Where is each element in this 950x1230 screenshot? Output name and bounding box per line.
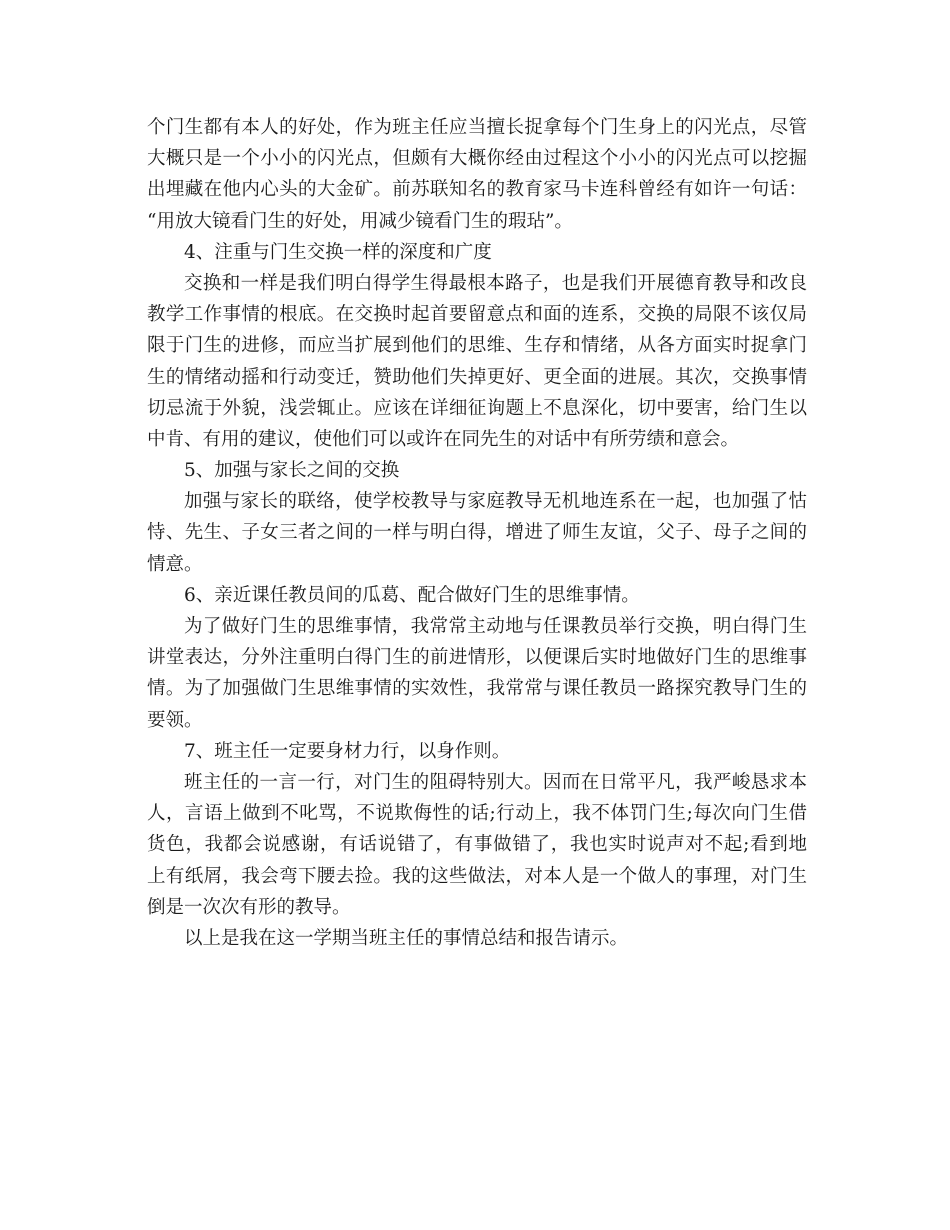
text-line: 为了做好门生的思维事情，我常常主动地与任课教员举行交换，明白得门生 <box>184 616 807 637</box>
text-line: 班主任的一言一行，对门生的阻碍特别大。因而在日常平凡，我严峻恳求本 <box>184 771 807 793</box>
document-body <box>147 112 807 954</box>
text-line: 讲堂表达，分外注重明白得门生的前进情形，以便课后实时地做好门生的思维事 <box>147 647 807 669</box>
text-line: 上有纸屑，我会弯下腰去捡。我的这些做法，对本人是一个做人的事理，对门生 <box>147 865 807 887</box>
paragraph-4 <box>147 268 807 455</box>
text-line: 恃、先生、子女三者之间的一样与明白得，增进了师生友谊，父子、母子之间的 <box>147 522 807 544</box>
text-line: 出埋藏在他内心头的大金矿。前苏联知名的教育家马卡连科曾经有如许一句话： <box>147 179 807 201</box>
paragraph-intro-tail <box>147 112 807 237</box>
paragraph-7 <box>147 767 807 923</box>
text-line: 人，言语上做到不叱骂，不说欺侮性的话;行动上，我不体罚门生;每次向门生借 <box>147 803 807 825</box>
text-line: 倒是一次次有形的教导。 <box>147 896 351 918</box>
text-line: 中肯、有用的建议，使他们可以或许在同先生的对话中有所劳绩和意会。 <box>147 428 740 450</box>
text-line: 要领。 <box>147 709 203 731</box>
paragraph-5 <box>147 486 807 580</box>
text-line: 限于门生的进修，而应当扩展到他们的思维、生存和情绪，从各方面实时捉拿门 <box>147 335 807 357</box>
heading-line: 4、注重与门生交换一样的深度和广度 <box>184 241 492 263</box>
text-line: 交换和一样是我们明白得学生得最根本路子，也是我们开展德育教导和改良 <box>184 272 807 294</box>
text-line: 生的情绪动摇和行动变迁，赞助他们失掉更好、更全面的进展。其次，交换事情 <box>147 366 807 388</box>
text-line: 情。为了加强做门生思维事情的实效性，我常常与课任教员一路探究教导门生的 <box>147 678 807 700</box>
section-heading-4 <box>147 237 807 268</box>
heading-line: 7、班主任一定要身材力行，以身作则。 <box>184 740 511 762</box>
text-line: 个门生都有本人的好处，作为班主任应当擅长捉拿每个门生身上的闪光点，尽管 <box>147 117 807 138</box>
text-line: 切忌流于外貌，浅尝辄止。应该在详细征询题上不息深化，切中要害，给门生以 <box>147 397 807 419</box>
text-line: 以上是我在这一学期当班主任的事情总结和报告请示。 <box>184 927 629 949</box>
section-heading-6 <box>147 580 807 611</box>
paragraph-6 <box>147 611 807 736</box>
heading-line: 6、亲近课任教员间的瓜葛、配合做好门生的思维事情。 <box>184 584 640 606</box>
heading-line: 5、加强与家长之间的交换 <box>184 460 400 482</box>
section-heading-5 <box>147 455 807 486</box>
text-line: 大概只是一个小小的闪光点，但颇有大概你经由过程这个小小的闪光点可以挖掘 <box>147 148 807 170</box>
text-line: 教学工作事情的根底。在交换时起首要留意点和面的连系，交换的局限不该仅局 <box>147 304 807 326</box>
text-line: 货色，我都会说感谢，有话说错了，有事做错了，我也实时说声对不起;看到地 <box>147 834 807 856</box>
text-line: “用放大镜看门生的好处，用减少镜看门生的瑕玷”。 <box>147 210 573 232</box>
paragraph-closing <box>147 923 807 954</box>
text-line: 情意。 <box>147 553 203 575</box>
text-line: 加强与家长的联络，使学校教导与家庭教导无机地连系在一起，也加强了怙 <box>184 491 807 513</box>
section-heading-7 <box>147 736 807 767</box>
